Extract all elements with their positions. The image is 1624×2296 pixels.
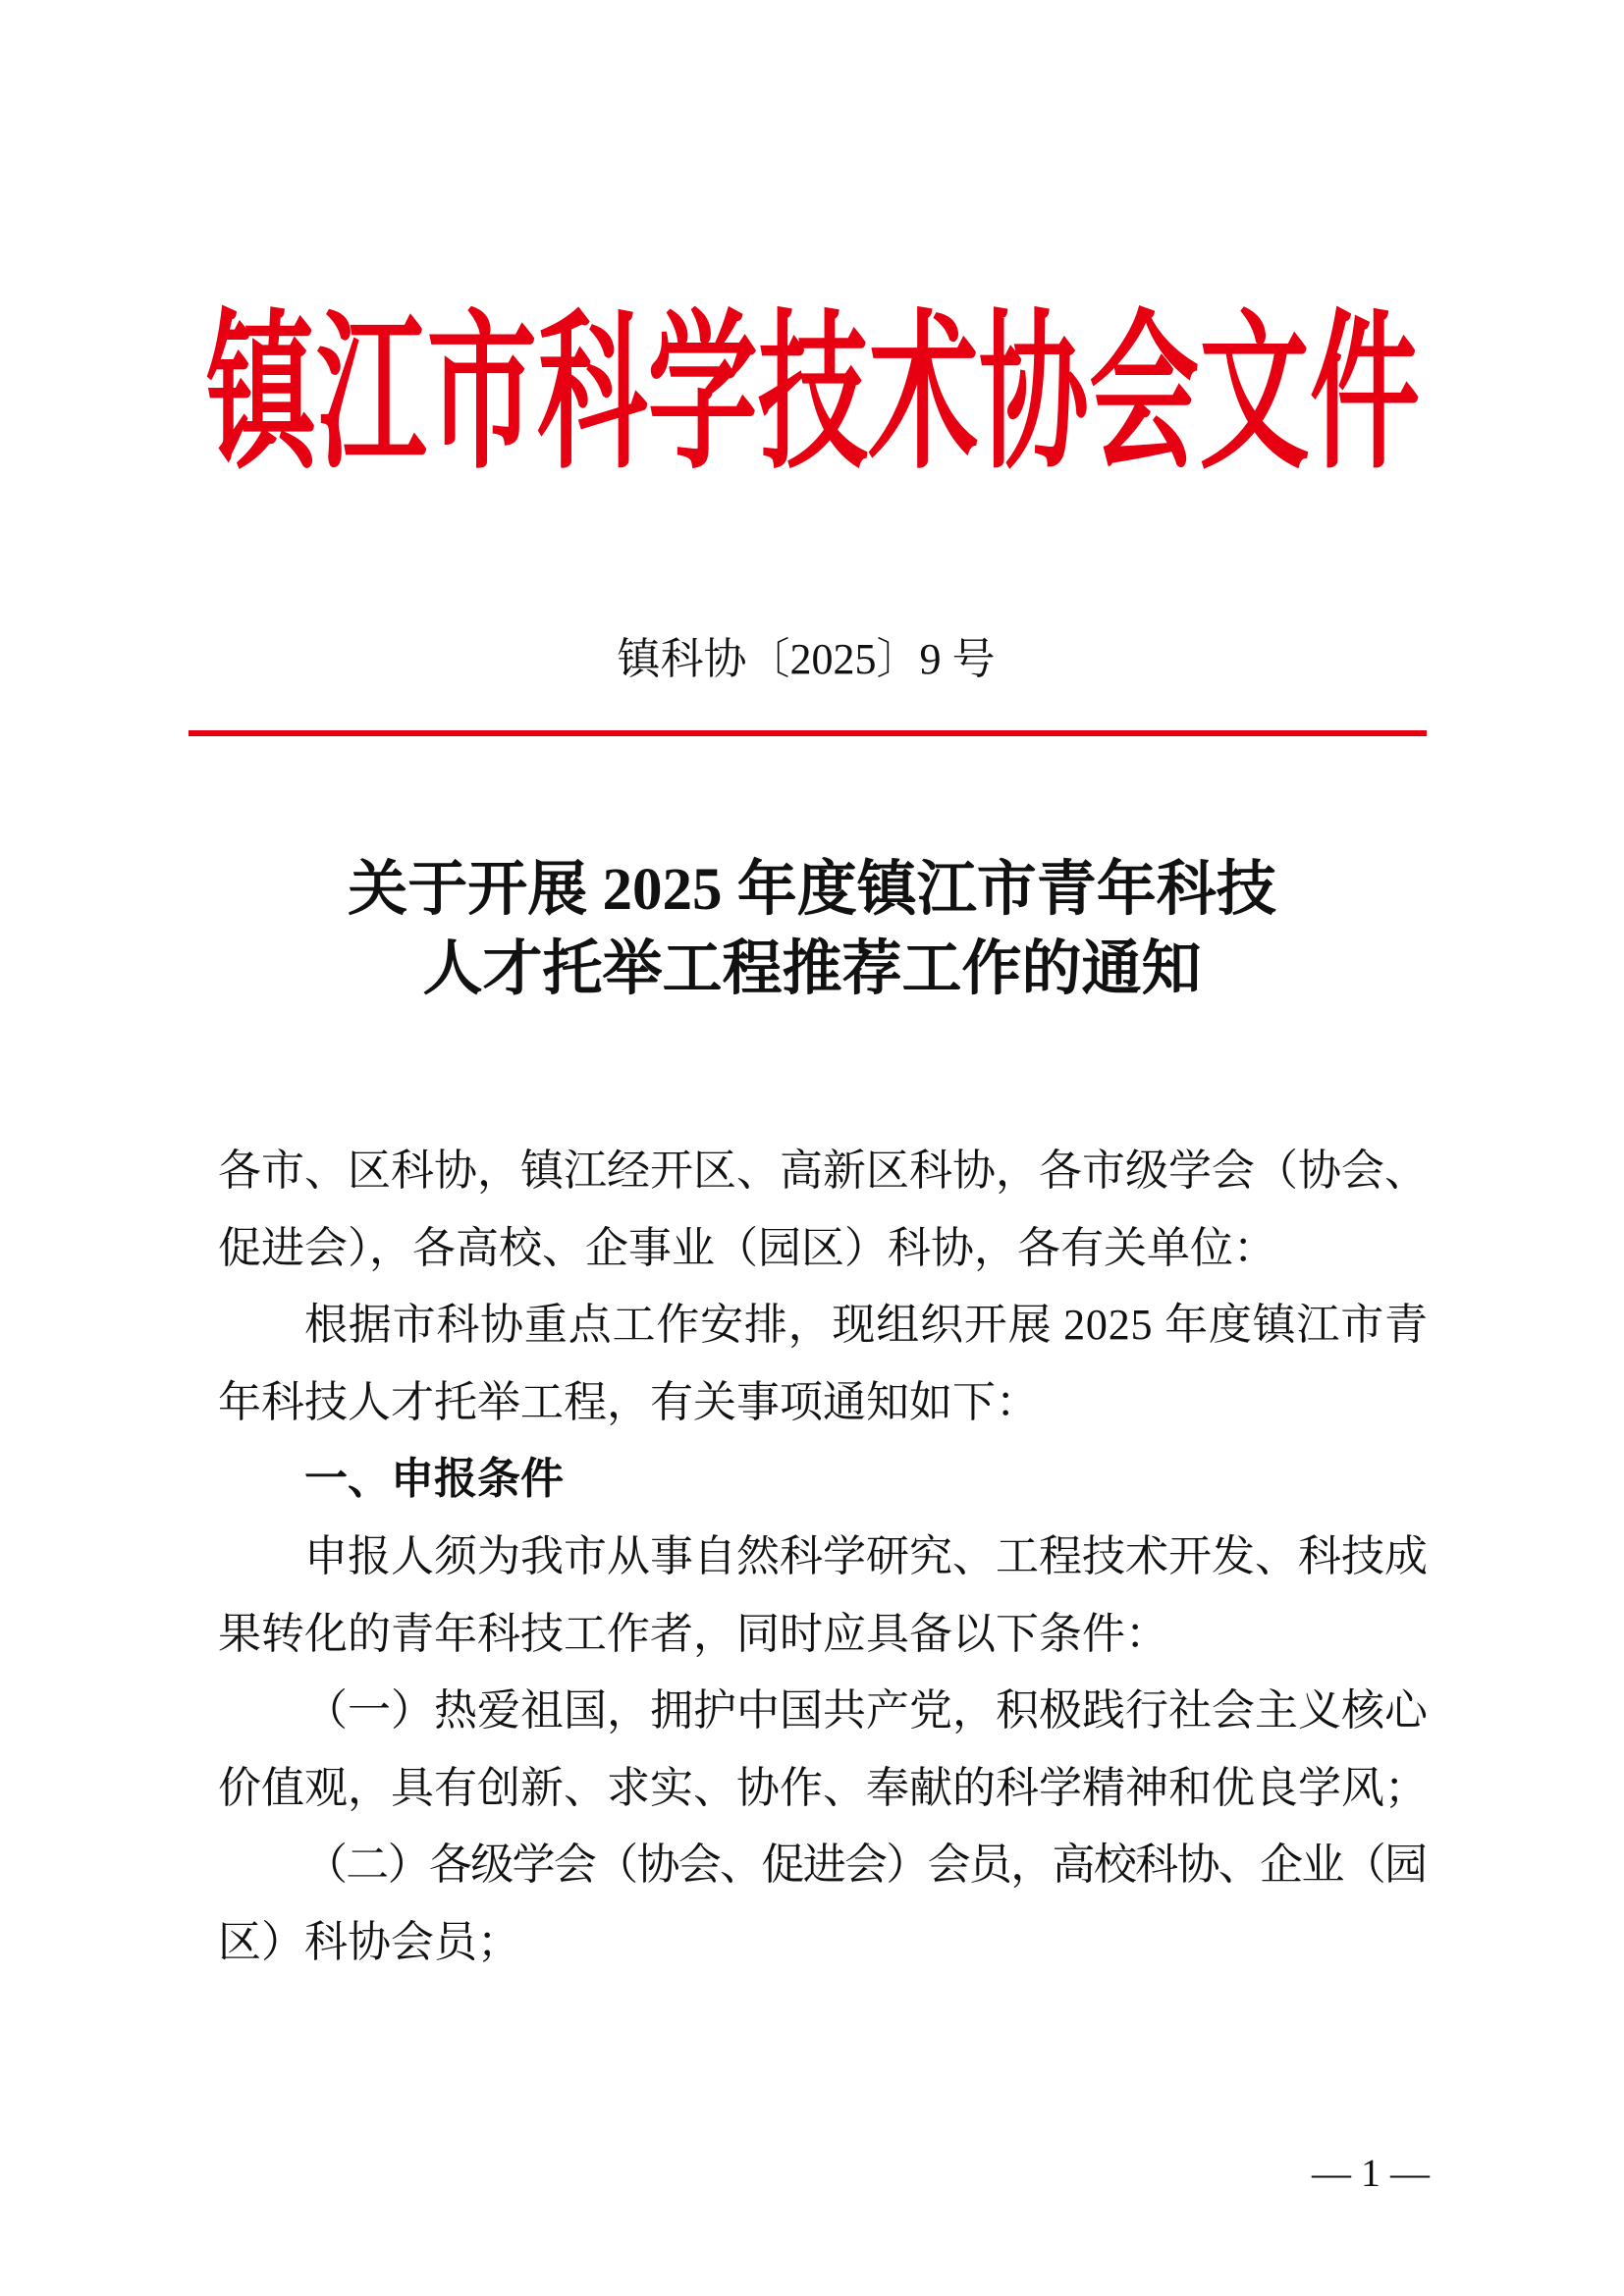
title-line-1: 关于开展 2025 年度镇江市青年科技 xyxy=(348,857,1276,923)
section-heading: 一、申报条件 xyxy=(304,1455,564,1504)
section-intro-line: 果转化的青年科技工作者，同时应具备以下条件： xyxy=(218,1609,1168,1658)
intro-line: 年科技人才托举工程，有关事项通知如下： xyxy=(218,1377,1039,1426)
issuer-red-header: 镇江市科学技术协会文件 xyxy=(206,300,1421,491)
addressee-line: 促进会），各高校、企事业（园区）科协，各有关单位： xyxy=(218,1223,1276,1272)
notice-title xyxy=(0,850,1624,1009)
document-number: 镇科协〔2025〕9 号 xyxy=(617,635,996,683)
condition-line: 区）科协会员； xyxy=(218,1917,520,1966)
section-intro-line: 申报人须为我市从事自然科学研究、工程技术开发、科技成 xyxy=(304,1531,1428,1580)
page-number: — 1 — xyxy=(1312,2151,1430,2195)
condition-item-1 xyxy=(218,1673,1428,1827)
red-separator-line xyxy=(189,730,1427,736)
title-line-2: 人才托举工程推荐工作的通知 xyxy=(422,936,1202,1002)
condition-line: 价值观，具有创新、求实、协作、奉献的科学精神和优良学风； xyxy=(218,1763,1428,1812)
intro-line: 根据市科协重点工作安排，现组织开展 2025 年度镇江市青 xyxy=(304,1301,1429,1350)
section-intro-paragraph xyxy=(218,1519,1428,1673)
condition-line: （一）热爱祖国，拥护中国共产党，积极践行社会主义核心 xyxy=(304,1686,1428,1735)
condition-item-2 xyxy=(218,1827,1428,1981)
addressee-line: 各市、区科协，镇江经开区、高新区科协，各市级学会（协会、 xyxy=(218,1147,1428,1195)
addressee xyxy=(218,1133,1428,1287)
condition-line: （二）各级学会（协会、促进会）会员，高校科协、企业（园 xyxy=(304,1841,1427,1890)
notice-body xyxy=(218,1133,1428,1982)
intro-paragraph xyxy=(218,1287,1428,1441)
